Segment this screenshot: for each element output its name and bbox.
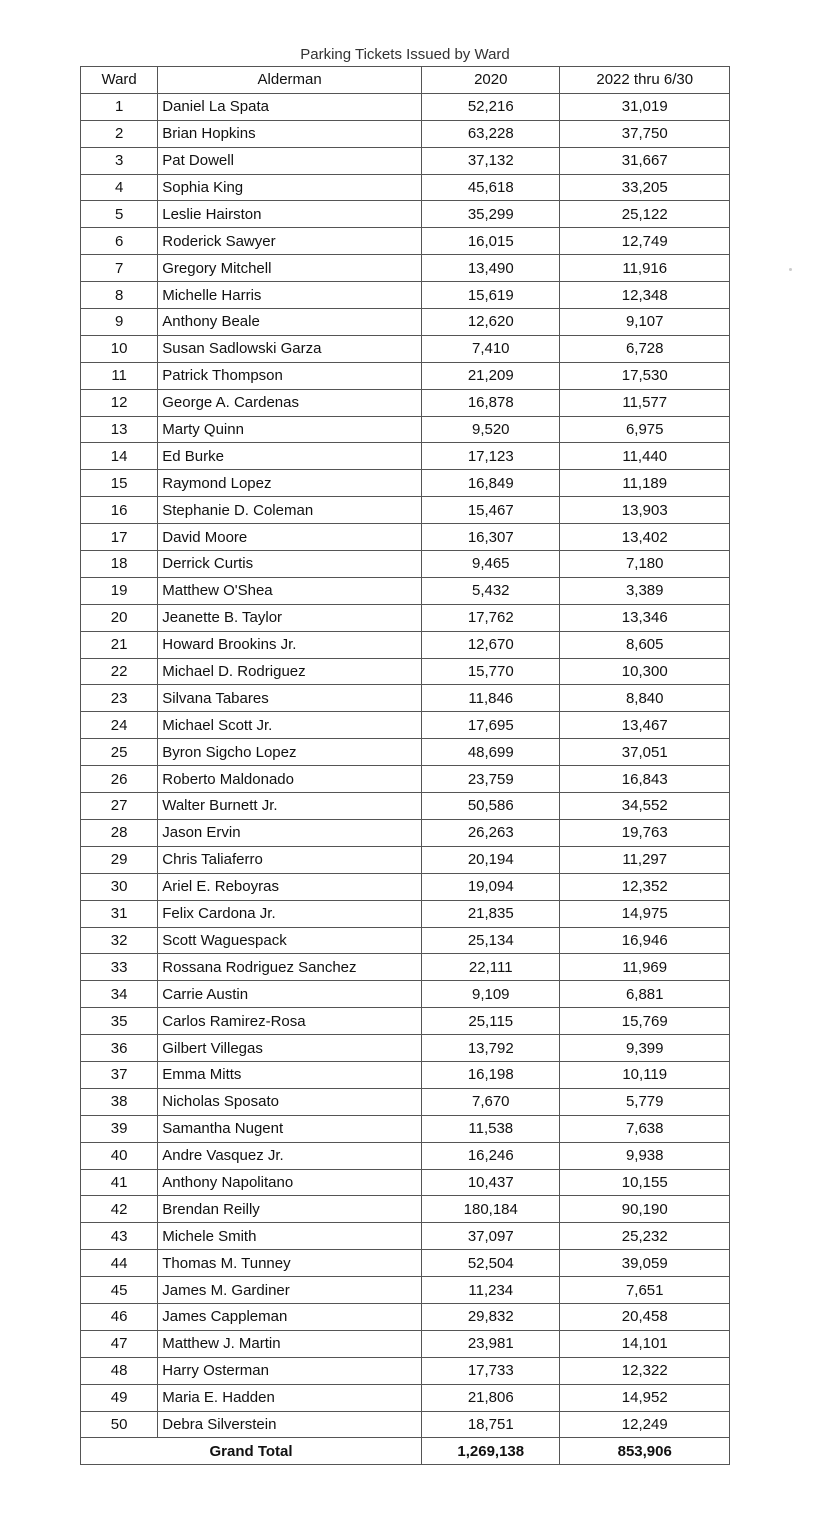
grand-total-label: Grand Total xyxy=(81,1438,422,1465)
tickets-2020-cell: 11,234 xyxy=(422,1277,560,1304)
table-title: Parking Tickets Issued by Ward xyxy=(300,46,510,63)
ward-cell: 45 xyxy=(81,1277,158,1304)
tickets-2020-cell: 48,699 xyxy=(422,739,560,766)
tickets-2020-cell: 26,263 xyxy=(422,819,560,846)
tickets-2020-cell: 9,520 xyxy=(422,416,560,443)
ward-cell: 1 xyxy=(81,93,158,120)
tickets-2020-cell: 9,109 xyxy=(422,981,560,1008)
ward-cell: 19 xyxy=(81,577,158,604)
table-row xyxy=(81,1061,730,1088)
tickets-2022-cell: 31,667 xyxy=(560,147,730,174)
tickets-2022-cell: 11,189 xyxy=(560,470,730,497)
alderman-cell: Susan Sadlowski Garza xyxy=(158,335,422,362)
ward-cell: 17 xyxy=(81,524,158,551)
ward-cell: 38 xyxy=(81,1088,158,1115)
table-row xyxy=(81,497,730,524)
tickets-2022-cell: 37,750 xyxy=(560,120,730,147)
table-row xyxy=(81,443,730,470)
tickets-2022-cell: 11,440 xyxy=(560,443,730,470)
header-2020: 2020 xyxy=(422,67,560,94)
table-row xyxy=(81,604,730,631)
tickets-2020-cell: 22,111 xyxy=(422,954,560,981)
tickets-2020-cell: 15,619 xyxy=(422,282,560,309)
tickets-2022-cell: 13,467 xyxy=(560,712,730,739)
ward-cell: 39 xyxy=(81,1115,158,1142)
tickets-2020-cell: 52,216 xyxy=(422,93,560,120)
alderman-cell: Harry Osterman xyxy=(158,1357,422,1384)
table-row xyxy=(81,1250,730,1277)
table-row xyxy=(81,1303,730,1330)
ward-cell: 50 xyxy=(81,1411,158,1438)
tickets-2022-cell: 11,577 xyxy=(560,389,730,416)
alderman-cell: Byron Sigcho Lopez xyxy=(158,739,422,766)
tickets-2022-cell: 12,249 xyxy=(560,1411,730,1438)
header-2022: 2022 thru 6/30 xyxy=(560,67,730,94)
table-row xyxy=(81,147,730,174)
alderman-cell: Thomas M. Tunney xyxy=(158,1250,422,1277)
table-row xyxy=(81,981,730,1008)
table-row xyxy=(81,309,730,336)
ward-cell: 49 xyxy=(81,1384,158,1411)
table-row xyxy=(81,927,730,954)
tickets-2022-cell: 13,346 xyxy=(560,604,730,631)
alderman-cell: Silvana Tabares xyxy=(158,685,422,712)
tickets-2020-cell: 45,618 xyxy=(422,174,560,201)
table-row xyxy=(81,120,730,147)
table-row xyxy=(81,1196,730,1223)
ward-cell: 12 xyxy=(81,389,158,416)
tickets-2020-cell: 12,670 xyxy=(422,631,560,658)
tickets-2020-cell: 25,115 xyxy=(422,1008,560,1035)
tickets-2022-cell: 7,180 xyxy=(560,551,730,578)
alderman-cell: Jeanette B. Taylor xyxy=(158,604,422,631)
table-row xyxy=(81,846,730,873)
tickets-2022-cell: 15,769 xyxy=(560,1008,730,1035)
ward-cell: 29 xyxy=(81,846,158,873)
tickets-2022-cell: 31,019 xyxy=(560,93,730,120)
table-row xyxy=(81,470,730,497)
grand-total-2020: 1,269,138 xyxy=(422,1438,560,1465)
tickets-2022-cell: 12,322 xyxy=(560,1357,730,1384)
tickets-2020-cell: 16,307 xyxy=(422,524,560,551)
alderman-cell: George A. Cardenas xyxy=(158,389,422,416)
alderman-cell: Patrick Thompson xyxy=(158,362,422,389)
tickets-2020-cell: 17,123 xyxy=(422,443,560,470)
header-alderman: Alderman xyxy=(158,67,422,94)
table-row xyxy=(81,900,730,927)
table-row xyxy=(81,819,730,846)
tickets-2022-cell: 12,749 xyxy=(560,228,730,255)
alderman-cell: Marty Quinn xyxy=(158,416,422,443)
alderman-cell: James Cappleman xyxy=(158,1303,422,1330)
alderman-cell: Michele Smith xyxy=(158,1223,422,1250)
alderman-cell: Samantha Nugent xyxy=(158,1115,422,1142)
alderman-cell: Roderick Sawyer xyxy=(158,228,422,255)
alderman-cell: Brendan Reilly xyxy=(158,1196,422,1223)
alderman-cell: Howard Brookins Jr. xyxy=(158,631,422,658)
tickets-2022-cell: 11,916 xyxy=(560,255,730,282)
table-row xyxy=(81,658,730,685)
ward-cell: 2 xyxy=(81,120,158,147)
table-row xyxy=(81,1142,730,1169)
ward-cell: 31 xyxy=(81,900,158,927)
alderman-cell: Matthew J. Martin xyxy=(158,1330,422,1357)
table-row xyxy=(81,1035,730,1062)
tickets-2022-cell: 11,969 xyxy=(560,954,730,981)
tickets-2022-cell: 10,119 xyxy=(560,1061,730,1088)
ward-cell: 4 xyxy=(81,174,158,201)
tickets-2022-cell: 9,938 xyxy=(560,1142,730,1169)
ward-cell: 42 xyxy=(81,1196,158,1223)
ward-cell: 44 xyxy=(81,1250,158,1277)
alderman-cell: Stephanie D. Coleman xyxy=(158,497,422,524)
table-row xyxy=(81,362,730,389)
tickets-2022-cell: 8,840 xyxy=(560,685,730,712)
tickets-2020-cell: 18,751 xyxy=(422,1411,560,1438)
tickets-2020-cell: 11,846 xyxy=(422,685,560,712)
tickets-2020-cell: 11,538 xyxy=(422,1115,560,1142)
tickets-2020-cell: 16,849 xyxy=(422,470,560,497)
alderman-cell: Jason Ervin xyxy=(158,819,422,846)
tickets-2020-cell: 17,733 xyxy=(422,1357,560,1384)
tickets-2020-cell: 15,467 xyxy=(422,497,560,524)
tickets-2020-cell: 7,410 xyxy=(422,335,560,362)
ward-cell: 43 xyxy=(81,1223,158,1250)
alderman-cell: Anthony Napolitano xyxy=(158,1169,422,1196)
header-row xyxy=(81,67,730,94)
tickets-2022-cell: 6,728 xyxy=(560,335,730,362)
alderman-cell: Emma Mitts xyxy=(158,1061,422,1088)
tickets-2022-cell: 16,843 xyxy=(560,766,730,793)
tickets-2022-cell: 33,205 xyxy=(560,174,730,201)
table-row xyxy=(81,793,730,820)
alderman-cell: Andre Vasquez Jr. xyxy=(158,1142,422,1169)
table-row xyxy=(81,1115,730,1142)
table-row xyxy=(81,739,730,766)
scan-speck xyxy=(789,268,792,271)
ward-cell: 48 xyxy=(81,1357,158,1384)
tickets-2022-cell: 14,101 xyxy=(560,1330,730,1357)
tickets-2020-cell: 17,762 xyxy=(422,604,560,631)
table-row xyxy=(81,524,730,551)
alderman-cell: Sophia King xyxy=(158,174,422,201)
tickets-2022-cell: 7,651 xyxy=(560,1277,730,1304)
tickets-2020-cell: 19,094 xyxy=(422,873,560,900)
table-row xyxy=(81,335,730,362)
alderman-cell: Roberto Maldonado xyxy=(158,766,422,793)
table-row xyxy=(81,228,730,255)
ward-cell: 22 xyxy=(81,658,158,685)
alderman-cell: Michelle Harris xyxy=(158,282,422,309)
tickets-2020-cell: 7,670 xyxy=(422,1088,560,1115)
ward-cell: 24 xyxy=(81,712,158,739)
alderman-cell: Ed Burke xyxy=(158,443,422,470)
ward-cell: 41 xyxy=(81,1169,158,1196)
alderman-cell: Chris Taliaferro xyxy=(158,846,422,873)
alderman-cell: Michael D. Rodriguez xyxy=(158,658,422,685)
tickets-2020-cell: 50,586 xyxy=(422,793,560,820)
tickets-2022-cell: 9,107 xyxy=(560,309,730,336)
ward-cell: 9 xyxy=(81,309,158,336)
tickets-2022-cell: 25,122 xyxy=(560,201,730,228)
ward-cell: 15 xyxy=(81,470,158,497)
tickets-2022-cell: 12,348 xyxy=(560,282,730,309)
alderman-cell: Walter Burnett Jr. xyxy=(158,793,422,820)
ward-cell: 18 xyxy=(81,551,158,578)
ward-cell: 13 xyxy=(81,416,158,443)
ward-cell: 34 xyxy=(81,981,158,1008)
tickets-2022-cell: 13,903 xyxy=(560,497,730,524)
table-row xyxy=(81,1169,730,1196)
tickets-2022-cell: 10,155 xyxy=(560,1169,730,1196)
alderman-cell: Derrick Curtis xyxy=(158,551,422,578)
table-row xyxy=(81,201,730,228)
alderman-cell: Debra Silverstein xyxy=(158,1411,422,1438)
ward-cell: 16 xyxy=(81,497,158,524)
tickets-2020-cell: 52,504 xyxy=(422,1250,560,1277)
alderman-cell: Maria E. Hadden xyxy=(158,1384,422,1411)
tickets-2020-cell: 23,981 xyxy=(422,1330,560,1357)
table-row xyxy=(81,416,730,443)
tickets-2022-cell: 25,232 xyxy=(560,1223,730,1250)
alderman-cell: Carlos Ramirez-Rosa xyxy=(158,1008,422,1035)
grand-total-2022: 853,906 xyxy=(560,1438,730,1465)
ward-cell: 14 xyxy=(81,443,158,470)
tickets-2022-cell: 9,399 xyxy=(560,1035,730,1062)
table-body xyxy=(81,93,730,1438)
tickets-2022-cell: 16,946 xyxy=(560,927,730,954)
alderman-cell: David Moore xyxy=(158,524,422,551)
tickets-2020-cell: 9,465 xyxy=(422,551,560,578)
tickets-2020-cell: 180,184 xyxy=(422,1196,560,1223)
tickets-2022-cell: 6,975 xyxy=(560,416,730,443)
alderman-cell: Nicholas Sposato xyxy=(158,1088,422,1115)
tickets-2022-cell: 39,059 xyxy=(560,1250,730,1277)
ward-cell: 30 xyxy=(81,873,158,900)
grand-total-row xyxy=(81,1438,730,1465)
table-row xyxy=(81,174,730,201)
tickets-2022-cell: 3,389 xyxy=(560,577,730,604)
tickets-2020-cell: 21,835 xyxy=(422,900,560,927)
ward-cell: 37 xyxy=(81,1061,158,1088)
table-row xyxy=(81,255,730,282)
tickets-2022-cell: 5,779 xyxy=(560,1088,730,1115)
tickets-2020-cell: 10,437 xyxy=(422,1169,560,1196)
table-row xyxy=(81,1088,730,1115)
ward-cell: 36 xyxy=(81,1035,158,1062)
alderman-cell: James M. Gardiner xyxy=(158,1277,422,1304)
ward-cell: 27 xyxy=(81,793,158,820)
table-row xyxy=(81,766,730,793)
tickets-2020-cell: 15,770 xyxy=(422,658,560,685)
tickets-2020-cell: 37,097 xyxy=(422,1223,560,1250)
ward-cell: 26 xyxy=(81,766,158,793)
table-row xyxy=(81,1008,730,1035)
ward-cell: 40 xyxy=(81,1142,158,1169)
ward-cell: 5 xyxy=(81,201,158,228)
tickets-2022-cell: 12,352 xyxy=(560,873,730,900)
table-row xyxy=(81,577,730,604)
table-row xyxy=(81,93,730,120)
ward-cell: 21 xyxy=(81,631,158,658)
tickets-2022-cell: 13,402 xyxy=(560,524,730,551)
ward-cell: 6 xyxy=(81,228,158,255)
table-row xyxy=(81,551,730,578)
ward-cell: 11 xyxy=(81,362,158,389)
alderman-cell: Pat Dowell xyxy=(158,147,422,174)
tickets-2020-cell: 5,432 xyxy=(422,577,560,604)
tickets-2020-cell: 13,792 xyxy=(422,1035,560,1062)
tickets-2022-cell: 37,051 xyxy=(560,739,730,766)
alderman-cell: Michael Scott Jr. xyxy=(158,712,422,739)
tickets-2020-cell: 23,759 xyxy=(422,766,560,793)
alderman-cell: Gilbert Villegas xyxy=(158,1035,422,1062)
tickets-2022-cell: 19,763 xyxy=(560,819,730,846)
tickets-2022-cell: 20,458 xyxy=(560,1303,730,1330)
table-row xyxy=(81,954,730,981)
tickets-2020-cell: 29,832 xyxy=(422,1303,560,1330)
table-row xyxy=(81,1223,730,1250)
tickets-2022-cell: 14,975 xyxy=(560,900,730,927)
ward-cell: 47 xyxy=(81,1330,158,1357)
alderman-cell: Raymond Lopez xyxy=(158,470,422,497)
ward-cell: 23 xyxy=(81,685,158,712)
ward-cell: 3 xyxy=(81,147,158,174)
alderman-cell: Brian Hopkins xyxy=(158,120,422,147)
table-row xyxy=(81,685,730,712)
alderman-cell: Rossana Rodriguez Sanchez xyxy=(158,954,422,981)
tickets-2020-cell: 16,015 xyxy=(422,228,560,255)
ward-cell: 35 xyxy=(81,1008,158,1035)
ward-cell: 33 xyxy=(81,954,158,981)
tickets-2022-cell: 6,881 xyxy=(560,981,730,1008)
table-row xyxy=(81,1411,730,1438)
alderman-cell: Ariel E. Reboyras xyxy=(158,873,422,900)
tickets-2022-cell: 34,552 xyxy=(560,793,730,820)
tickets-2020-cell: 63,228 xyxy=(422,120,560,147)
table-row xyxy=(81,389,730,416)
tickets-2020-cell: 20,194 xyxy=(422,846,560,873)
tickets-2020-cell: 16,198 xyxy=(422,1061,560,1088)
tickets-2022-cell: 10,300 xyxy=(560,658,730,685)
header-ward: Ward xyxy=(81,67,158,94)
ward-cell: 8 xyxy=(81,282,158,309)
tickets-2022-cell: 7,638 xyxy=(560,1115,730,1142)
table-row xyxy=(81,1357,730,1384)
ward-cell: 32 xyxy=(81,927,158,954)
tickets-2022-cell: 17,530 xyxy=(560,362,730,389)
alderman-cell: Gregory Mitchell xyxy=(158,255,422,282)
tickets-2020-cell: 13,490 xyxy=(422,255,560,282)
tickets-2020-cell: 21,806 xyxy=(422,1384,560,1411)
ward-cell: 46 xyxy=(81,1303,158,1330)
tickets-2020-cell: 16,878 xyxy=(422,389,560,416)
tickets-2020-cell: 16,246 xyxy=(422,1142,560,1169)
table-row xyxy=(81,712,730,739)
alderman-cell: Daniel La Spata xyxy=(158,93,422,120)
tickets-2020-cell: 35,299 xyxy=(422,201,560,228)
alderman-cell: Scott Waguespack xyxy=(158,927,422,954)
tickets-2022-cell: 11,297 xyxy=(560,846,730,873)
alderman-cell: Matthew O'Shea xyxy=(158,577,422,604)
tickets-2020-cell: 17,695 xyxy=(422,712,560,739)
table-row xyxy=(81,282,730,309)
table-row xyxy=(81,873,730,900)
alderman-cell: Leslie Hairston xyxy=(158,201,422,228)
table-row xyxy=(81,1277,730,1304)
ward-cell: 10 xyxy=(81,335,158,362)
tickets-2020-cell: 37,132 xyxy=(422,147,560,174)
table-row xyxy=(81,631,730,658)
tickets-2020-cell: 12,620 xyxy=(422,309,560,336)
ward-cell: 28 xyxy=(81,819,158,846)
tickets-2022-cell: 90,190 xyxy=(560,1196,730,1223)
tickets-2022-cell: 14,952 xyxy=(560,1384,730,1411)
ward-cell: 20 xyxy=(81,604,158,631)
ward-cell: 25 xyxy=(81,739,158,766)
table-row xyxy=(81,1384,730,1411)
alderman-cell: Felix Cardona Jr. xyxy=(158,900,422,927)
alderman-cell: Carrie Austin xyxy=(158,981,422,1008)
table-row xyxy=(81,1330,730,1357)
alderman-cell: Anthony Beale xyxy=(158,309,422,336)
tickets-2022-cell: 8,605 xyxy=(560,631,730,658)
tickets-2020-cell: 21,209 xyxy=(422,362,560,389)
parking-tickets-table xyxy=(80,66,730,1465)
ward-cell: 7 xyxy=(81,255,158,282)
tickets-2020-cell: 25,134 xyxy=(422,927,560,954)
